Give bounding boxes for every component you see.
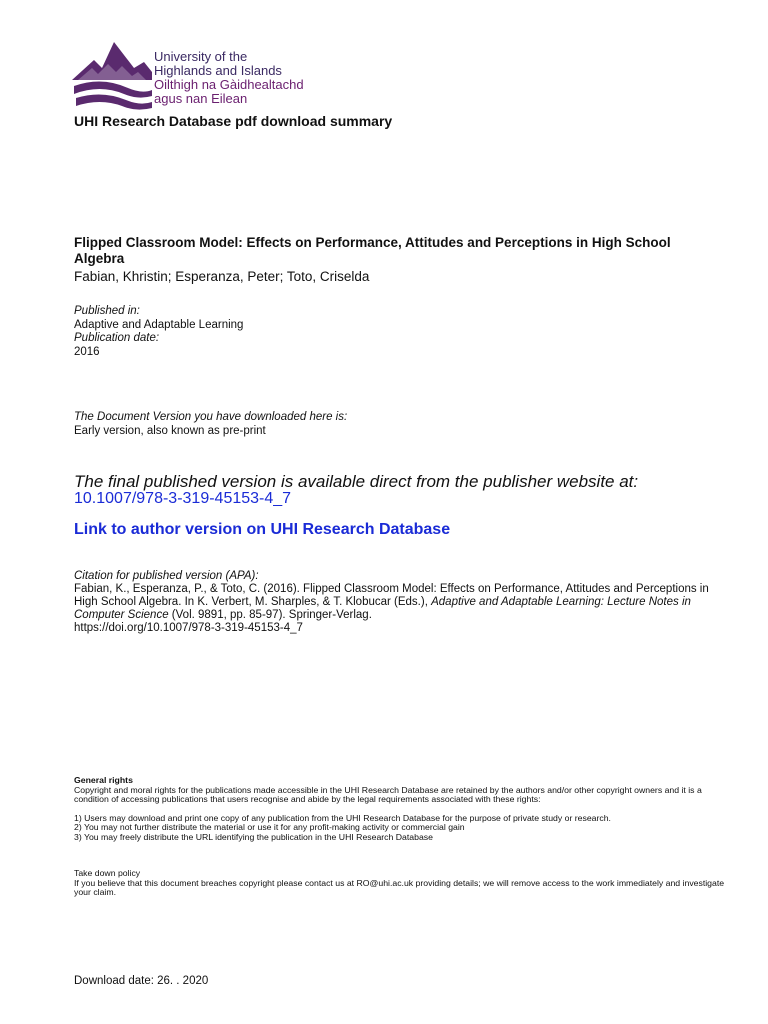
citation-text — [74, 583, 714, 622]
author-version-link[interactable]: Link to author version on UHI Research Database — [74, 521, 451, 538]
citation — [74, 570, 714, 635]
document-version — [74, 411, 714, 438]
logo-name-gaelic-line-2: agus nan Eilean — [154, 91, 248, 106]
summary-heading: UHI Research Database pdf download summary — [74, 113, 393, 129]
general-rights-body: Copyright and moral rights for the publications made accessible in the UHI Research Database are retained by the authors and/or other copyright owners and it is a condition of accessing publications that users recognise and abide by the legal requirements associated with these rights: — [74, 784, 702, 805]
citation-book-title: Adaptive and Adaptable Learning: Lecture Notes in Computer Science — [74, 596, 691, 621]
citation-label: Citation for published version (APA): — [74, 570, 259, 582]
general-rights-heading: General rights — [74, 775, 133, 785]
mountain-logo-icon — [72, 38, 152, 110]
take-down-policy — [74, 869, 734, 898]
publication-date-label: Publication date: — [74, 332, 160, 344]
publication-date-value: 2016 — [74, 345, 100, 358]
logo-name-gaelic-line-1: Oilthigh na Gàidhealtachd — [154, 77, 304, 92]
document-title: Flipped Classroom Model: Effects on Performance, Attitudes and Perceptions in High School Algebra — [74, 235, 671, 266]
download-date: Download date: 26. . 2020 — [74, 975, 209, 987]
document-authors: Fabian, Khristin; Esperanza, Peter; Toto, Criselda — [74, 269, 370, 284]
rights-item: 3) You may freely distribute the URL identifying the publication in the UHI Research Database — [74, 831, 433, 842]
doi-link[interactable]: 10.1007/978-3-319-45153-4_7 — [74, 490, 292, 507]
version-value: Early version, also known as pre-print — [74, 424, 266, 437]
take-down-heading: Take down policy — [74, 868, 141, 878]
logo-name-english-line-1: University of the — [154, 49, 248, 64]
citation-part-2: (Vol. 9891, pp. 85-97). Springer-Verlag. — [168, 609, 372, 621]
citation-part-1: Fabian, K., Esperanza, P., & Toto, C. (2016). Flipped Classroom Model: Effects on Performance, Attitudes and Perceptions in High School Algebra. In K. Verbert, M. Sharples, & T. Klobucar (Eds.), — [74, 583, 709, 608]
general-rights — [74, 776, 734, 843]
logo-name-english-line-2: Highlands and Islands — [154, 63, 282, 78]
rights-item: 2) You may not further distribute the material or use it for any profit-making activity or commercial gain — [74, 822, 465, 833]
rights-item: 1) Users may download and print one copy of any publication from the UHI Research Database for the purpose of private study or research. — [74, 812, 611, 823]
final-version-text: The final published version is available direct from the publisher website at: — [74, 472, 639, 491]
version-label: The Document Version you have downloaded here is: — [74, 411, 348, 423]
published-in-label: Published in: — [74, 305, 140, 317]
publication-info — [74, 305, 714, 359]
take-down-body: If you believe that this document breaches copyright please contact us at RO@uhi.ac.uk providing details; we will remove access to the work immediately and investigate your claim. — [74, 877, 725, 898]
citation-url[interactable]: https://doi.org/10.1007/978-3-319-45153-4_7 — [74, 622, 303, 634]
published-in-value: Adaptive and Adaptable Learning — [74, 318, 244, 331]
university-logo — [72, 36, 332, 110]
